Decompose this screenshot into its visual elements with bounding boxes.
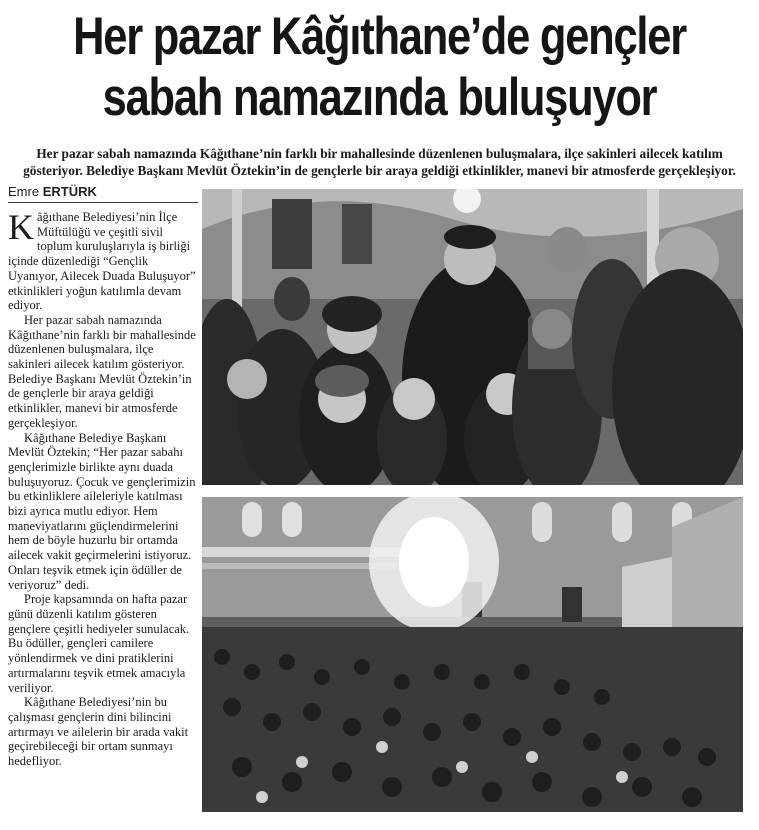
photo-group-portrait (202, 189, 743, 485)
headline-line-2: sabah namazında buluşuyor (102, 68, 657, 127)
article-paragraph: Kâğıthane Belediyesi’nin bu çalışması gençlerin dini bilincini artırmayı ve ailelerin bir arada vakit geçirebileceği bir ortam sunmayı hedefliyor. (8, 695, 189, 769)
headline-line-1: Her pazar Kâğıthane’de gençler (73, 7, 686, 66)
photo-mosque-interior (202, 497, 743, 812)
byline (8, 184, 97, 199)
article-paragraph: Kâğıthane Belediye Başkanı Mevlüt Öztekin; “Her pazar sabahı gençlerimizle birlikte aynı duada buluşuyoruz. Çocuk ve gençlerimizin bu etkinliklere aileleriyle katılması bizi ayrıca mutlu ediyor. Hem maneviyatlarını güçlendirmelerini hem de böyle huzurlu bir ortamda ailecek vakit geçirmelerini istiyoruz. Onları teşvik etmek için ödüller de veriyoruz” dedi. (8, 430, 196, 592)
article-paragraph: Her pazar sabah namazında Kâğıthane’nin farklı bir mahallesinde düzenlenen buluşmalara, ilçe sakinleri ailecek katılım gösteriyor. Belediye Başkanı Mevlüt Öztekin’in de gençlerle bir araya geldiği etkinlikler, manevi bir atmosferde gerçekleşiyor. (8, 312, 196, 430)
article-body (8, 207, 198, 769)
byline-divider (8, 202, 198, 203)
author-last-name: ERTÜRK (42, 184, 97, 199)
article-paragraph: Kâğıthane Belediyesi’nin İlçe Müftülüğü ve çeşitli sivil toplum kuruluşlarıyla iş birliği içinde düzenlediği “Gençlik Uyanıyor, Ailecek Duada Buluşuyor” etkinlikleri yoğun katılımla devam ediyor. (8, 207, 196, 313)
drop-cap: K (8, 207, 34, 247)
author-first-name: Emre (8, 184, 40, 199)
group-portrait-image (202, 189, 743, 485)
mosque-interior-image (202, 497, 743, 812)
article-paragraph: Proje kapsamında on hafta pazar günü düzenli katılım gösteren gençlere çeşitli hediyeler sunulacak. Bu ödüller, gençleri camilere yönlendirmek ve dini pratiklerini artırmalarını teşvik etmek amacıyla veriliyor. (8, 592, 190, 695)
spot-text: Her pazar sabah namazında Kâğıthane’nin farklı bir mahallesinde düzenlenen buluşmalara, ilçe sakinleri ailecek katılım gösteriyor. Belediye Başkanı Mevlüt Öztekin’in de gençlerle bir araya geldiği etkinlikler, manevi bir atmosferde gerçekleşiyor. (23, 146, 736, 178)
headline (68, 6, 690, 128)
